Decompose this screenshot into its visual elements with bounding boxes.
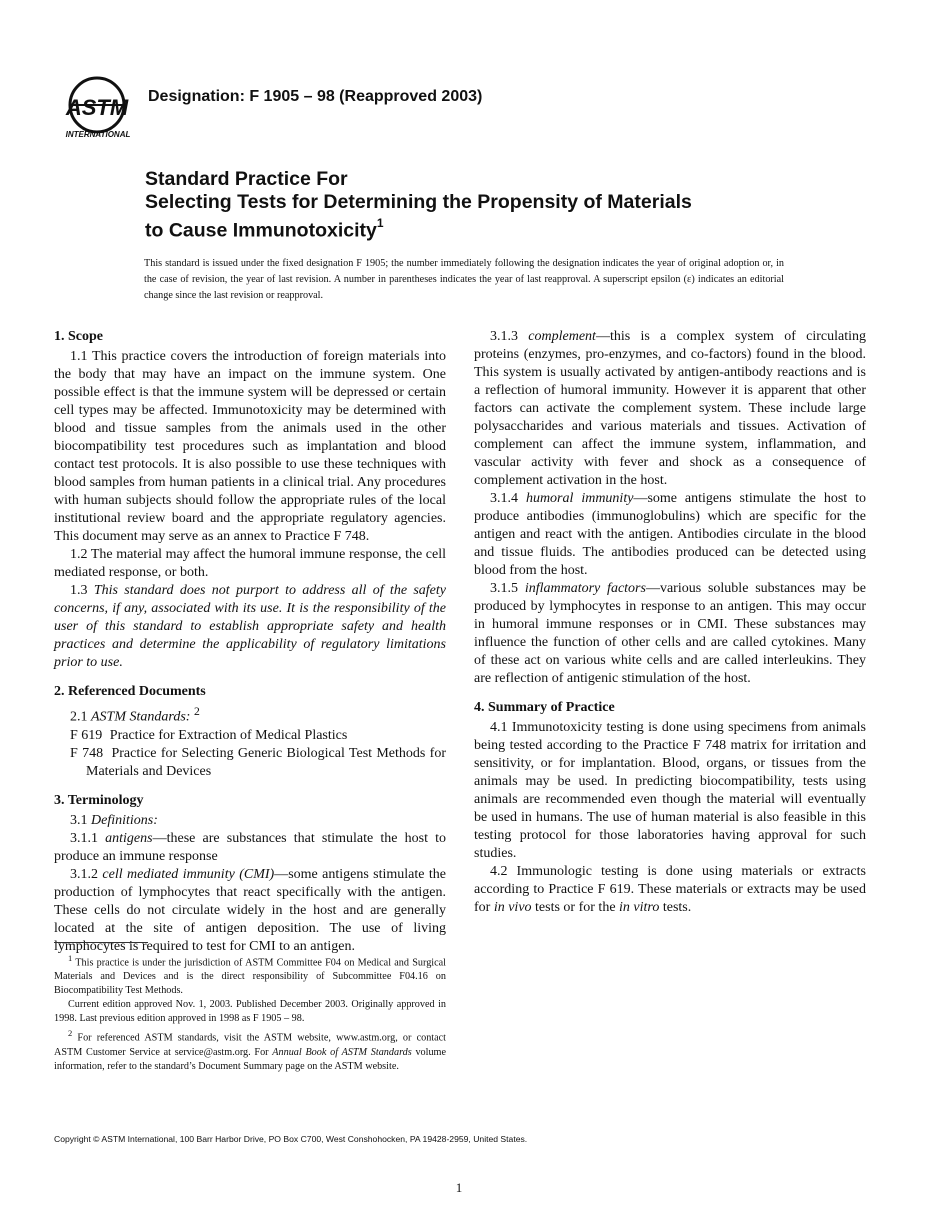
paragraph-4-1: 4.1 Immunotoxicity testing is done using specimens from animals being tested according to the Practice F 748 matrix for irritation and sensitivity, or for implantation. Blood, organs, or tissues from the animals may be used. In predicting biocompatibility, tests using animals are recommended even though the material will eventually be used in humans. The use of human material is also feasible in this testing protocol for those laboratories having approval for such studies. xyxy=(474,720,866,861)
paragraph-1-3 xyxy=(54,582,446,672)
definition-inflammatory-factors: —various soluble substances may be produced by lymphocytes in response to an antigen. This may occur in humoral immune responses or in CMI. These substances may influence the function of other cells and are called cytokines. Many of these act on various white cells and are called interleukins. They are reflection of antigenic stimulation of the host. xyxy=(474,581,866,686)
paragraph-1-1: 1.1 This practice covers the introduction of foreign materials into the body that may have an impact on the immune system. One possible effect is that the immune system will be depressed or certain cell types may be affected. Immunotoxicity may be determined with blood and tissue samples from the animals used in the other biocompatibility test procedures such as implantation and blood contact test protocols. It is also possible to use these techniques with blood samples from human patients in a clinical trial. Any procedures with human subjects should follow the appropriate rules of the local institutional review board and the appropriate regulatory agencies. This document may serve as an annex to Practice F 748. xyxy=(54,349,446,544)
paragraph-3-1-3-number: 3.1.3 xyxy=(490,329,529,344)
right-column xyxy=(474,328,866,917)
document-title xyxy=(145,168,692,243)
title-line-1: Standard Practice For xyxy=(145,168,348,190)
footnote-1-mark: 1 xyxy=(68,953,73,963)
footnote-2-text-a: For referenced ASTM standards, visit the ASTM website, www.astm.org, or contact ASTM Customer Service at service@astm.org. For xyxy=(54,1032,446,1058)
definition-complement: —this is a complex system of circulating proteins (enzymes, pro-enzymes, and co-factors) found in the blood. This system is usually activated by antigen-antibody reactions and is a reflection of humoral immunity. However it is apparent that other factors can activate the complement system. These include large polysaccharides and various materials and tissues. Activation of complement can affect the immune system, inflammation, and vascular activity with fever and shock as a consequence of complement activation in the host. xyxy=(474,329,866,488)
paragraph-4-2-text-a: 4.2 Immunologic testing is done using materials or extracts according to Practice F 619. These materials or extracts may be used for xyxy=(474,864,866,915)
reference-code: F 619 xyxy=(70,727,103,743)
copyright-notice: Copyright © ASTM International, 100 Barr Harbor Drive, PO Box C700, West Conshohocken, PA 19428-2959, United States. xyxy=(54,1134,528,1144)
section-heading-summary: 4. Summary of Practice xyxy=(474,700,615,715)
definitions-label: Definitions: xyxy=(91,812,158,828)
left-column xyxy=(54,328,446,956)
paragraph-4-2 xyxy=(474,863,866,917)
title-line-3 xyxy=(145,214,692,243)
reference-title: Practice for Selecting Generic Biological Test Methods for Materials and Devices xyxy=(86,745,446,779)
paragraph-4-2-text-c: tests. xyxy=(659,900,692,915)
paragraph-3-1-4 xyxy=(474,490,866,580)
section-heading-terminology: 3. Terminology xyxy=(54,792,144,808)
paragraph-3-1-5-number: 3.1.5 xyxy=(490,581,525,596)
page-number: 1 xyxy=(455,1180,463,1195)
footnote-1-text: This practice is under the jurisdiction of ASTM Committee F04 on Medical and Surgical Materials and Devices and is the direct responsibility of Subcommittee F04.16 on Biocompatibility Test Methods. xyxy=(54,957,446,997)
paragraph-4-2-text-b: tests or for the xyxy=(531,900,620,915)
footnote-2 xyxy=(54,1026,446,1073)
term-humoral-immunity: humoral immunity xyxy=(525,491,634,506)
reference-f619 xyxy=(70,727,446,745)
logo-caption: INTERNATIONAL xyxy=(65,130,131,139)
term-cmi: cell mediated immunity (CMI) xyxy=(102,866,275,882)
paragraph-3-1-3 xyxy=(474,328,866,490)
astm-standards-label: ASTM Standards: xyxy=(91,709,191,725)
issue-note: This standard is issued under the fixed designation F 1905; the number immediately following the designation indicates the year of original adoption or, in the case of revision, the year of last revision. A number in parentheses indicates the year of last reapproval. A superscript epsilon (ε) indicates an editorial change since the last revision or reapproval. xyxy=(144,258,784,301)
designation: Designation: F 1905 – 98 (Reapproved 2003) xyxy=(148,88,483,105)
term-antigens: antigens xyxy=(105,830,153,846)
reference-f748 xyxy=(70,745,446,781)
section-heading-scope: 1. Scope xyxy=(54,329,103,344)
footnotes xyxy=(54,942,446,1074)
term-inflammatory-factors: inflammatory factors xyxy=(524,581,646,596)
definition-cmi: —some antigens stimulate the production of lymphocytes that react specifically with the antigen. These cells do not circulate widely in the host and are generally located at the site of antigen deposition. The use of living lymphocytes is required to test for CMI to an antigen. xyxy=(54,866,446,954)
paragraph-3-1-5 xyxy=(474,580,866,688)
reference-title: Practice for Extraction of Medical Plastics xyxy=(109,727,348,743)
reference-code: F 748 xyxy=(70,745,104,761)
footnote-2-book-title: Annual Book of ASTM Standards xyxy=(272,1046,412,1058)
title-footnote-mark: 1 xyxy=(376,216,384,230)
footnote-2-text-b: volume information, refer to the standard’s Document Summary page on the ASTM website. xyxy=(54,1046,447,1072)
paragraph-3-1-1 xyxy=(54,830,446,866)
title-line-3-text: to Cause Immunotoxicity xyxy=(145,219,377,242)
paragraph-2-1-number: 2.1 xyxy=(70,709,91,725)
term-complement: complement xyxy=(528,329,596,344)
paragraph-3-1-number: 3.1 xyxy=(70,812,91,828)
paragraph-1-3-text: This standard does not purport to address all of the safety concerns, if any, associated with its use. It is the responsibility of the user of this standard to establish appropriate safety and health practices and determine the applicability of regulatory limitations prior to use. xyxy=(54,583,446,670)
paragraph-1-3-number: 1.3 xyxy=(70,583,94,598)
svg-text:ASTM: ASTM xyxy=(65,95,129,120)
definition-humoral-immunity: —some antigens stimulate the host to produce antibodies (immunoglobulins) which are specific for the antigen and react with the antigen. Antibodies circulate in the blood and tissue fluids. The antibodies produced can be detected using blood from the host. xyxy=(474,491,866,578)
footnote-divider xyxy=(54,942,148,943)
paragraph-3-1-2-number: 3.1.2 xyxy=(70,866,103,882)
footnote-1-edition: Current edition approved Nov. 1, 2003. Published December 2003. Originally approved in 1998. Last previous edition approved in 1998 as F 1905 – 98. xyxy=(54,999,446,1025)
paragraph-1-2: 1.2 The material may affect the humoral immune response, the cell mediated response, or both. xyxy=(54,547,446,580)
definition-antigens: —these are substances that stimulate the host to produce an immune response xyxy=(54,830,447,864)
paragraph-3-1-1-number: 3.1.1 xyxy=(70,830,106,846)
paragraph-3-1-4-number: 3.1.4 xyxy=(490,491,526,506)
footnote-2-mark: 2 xyxy=(68,1028,73,1039)
in-vitro: in vitro xyxy=(619,900,660,915)
in-vivo: in vivo xyxy=(493,900,532,915)
paragraph-3-1 xyxy=(54,812,446,830)
section-heading-referenced-documents: 2. Referenced Documents xyxy=(54,684,206,699)
footnote-1 xyxy=(54,951,446,998)
title-line-2: Selecting Tests for Determining the Propensity of Materials xyxy=(145,191,692,213)
footnote-2-mark: 2 xyxy=(193,705,200,718)
referenced-documents-list xyxy=(54,703,446,781)
paragraph-2-1 xyxy=(54,703,446,727)
